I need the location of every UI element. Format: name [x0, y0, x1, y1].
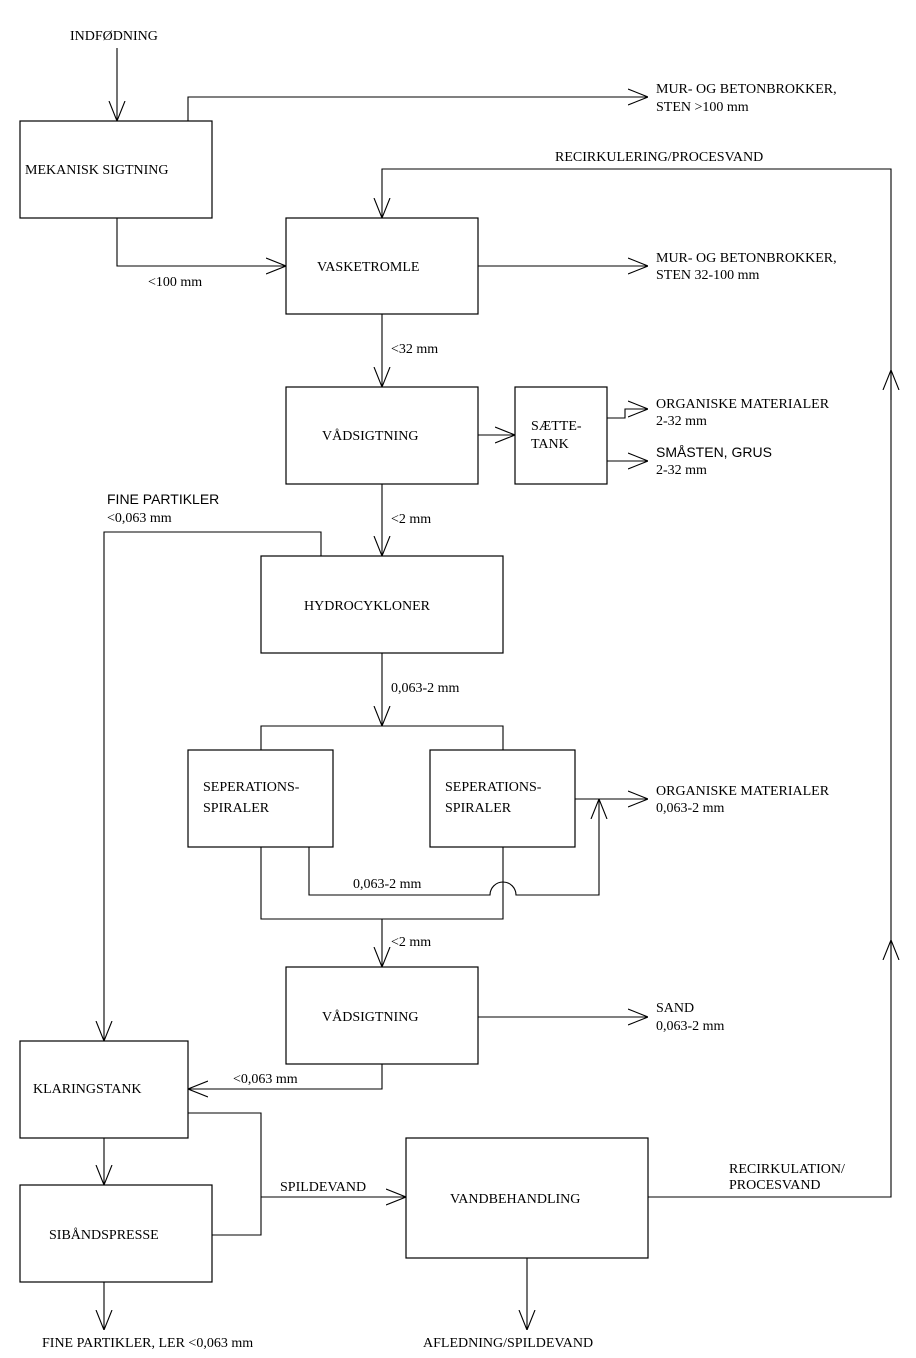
- box-hydrocykloner: [261, 556, 503, 653]
- label-range-b: 0,063-2 mm: [353, 877, 422, 892]
- label-debris-32-100-line1: MUR- OG BETONBROKKER,: [656, 251, 837, 266]
- box-vasketromle: [286, 218, 478, 314]
- label-discharge: AFLEDNING/SPILDEVAND: [423, 1336, 594, 1351]
- label-lt2-a: <2 mm: [391, 512, 432, 527]
- label-debris-32-100-line2: STEN 32-100 mm: [656, 268, 760, 283]
- box-label: KLARINGSTANK: [33, 1082, 142, 1097]
- box-label: SIBÅNDSPRESSE: [49, 1228, 159, 1243]
- label-recirculation-bottom-line1: RECIRKULATION/: [729, 1162, 845, 1177]
- box-separation-spiral-right: [430, 750, 575, 847]
- label-organic-0063-2-line1: ORGANISKE MATERIALER: [656, 784, 830, 799]
- box-label-line2: TANK: [531, 437, 569, 452]
- box-label-line1: SÆTTE-: [531, 419, 582, 434]
- box-mekanisk-sigtning: [20, 121, 212, 218]
- label-organic-2-32-line2: 2-32 mm: [656, 414, 707, 429]
- box-label-line2: SPIRALER: [203, 801, 270, 816]
- label-sand-line1: SAND: [656, 1001, 695, 1016]
- box-label: MEKANISK SIGTNING: [25, 163, 169, 178]
- label-fine-particles-line2: <0,063 mm: [107, 511, 172, 526]
- box-saettetank: [515, 387, 607, 484]
- label-lt32: <32 mm: [391, 342, 439, 357]
- label-sand-line2: 0,063-2 mm: [656, 1019, 725, 1034]
- box-label: HYDROCYKLONER: [304, 599, 430, 614]
- label-lt2-b: <2 mm: [391, 935, 432, 950]
- label-organic-2-32-line1: ORGANISKE MATERIALER: [656, 397, 830, 412]
- label-lt100: <100 mm: [148, 275, 203, 290]
- box-label-line1: SEPERATIONS-: [203, 780, 300, 795]
- label-range-a: 0,063-2 mm: [391, 681, 460, 696]
- box-klaringstank: [20, 1041, 188, 1138]
- label-lt0063: <0,063 mm: [233, 1072, 298, 1087]
- label-fine-particles-line1: FINE PARTIKLER: [107, 491, 220, 507]
- box-vandbehandling: [406, 1138, 648, 1258]
- box-label: VASKETROMLE: [317, 260, 420, 275]
- arrow-debris-gt100: [188, 97, 648, 121]
- box-label-line2: SPIRALER: [445, 801, 512, 816]
- label-recirculation-top: RECIRKULERING/PROCESVAND: [555, 150, 764, 165]
- label-wastewater: SPILDEVAND: [280, 1180, 367, 1195]
- box-vadsigtning-1: [286, 387, 478, 484]
- splitter: [261, 726, 503, 750]
- label-recirculation-bottom-line2: PROCESVAND: [729, 1178, 821, 1193]
- arrow-lt100: [117, 218, 286, 266]
- box-label: VÅDSIGTNING: [322, 429, 419, 444]
- arrow-organic-2-32: [607, 409, 648, 418]
- box-vadsigtning-2: [286, 967, 478, 1064]
- label-debris-gt100-line1: MUR- OG BETONBROKKER,: [656, 82, 837, 97]
- label-debris-gt100-line2: STEN >100 mm: [656, 100, 749, 115]
- label-gravel-line1: SMÅSTEN, GRUS: [656, 444, 772, 460]
- label-indfodning: INDFØDNING: [70, 29, 158, 44]
- box-label: VÅDSIGTNING: [322, 1010, 419, 1025]
- label-fine-clay: FINE PARTIKLER, LER <0,063 mm: [42, 1336, 254, 1351]
- box-label: VANDBEHANDLING: [450, 1192, 581, 1207]
- label-organic-0063-2-line2: 0,063-2 mm: [656, 801, 725, 816]
- box-sibandspresse: [20, 1185, 212, 1282]
- label-gravel-line2: 2-32 mm: [656, 463, 707, 478]
- box-separation-spiral-left: [188, 750, 333, 847]
- box-label-line1: SEPERATIONS-: [445, 780, 542, 795]
